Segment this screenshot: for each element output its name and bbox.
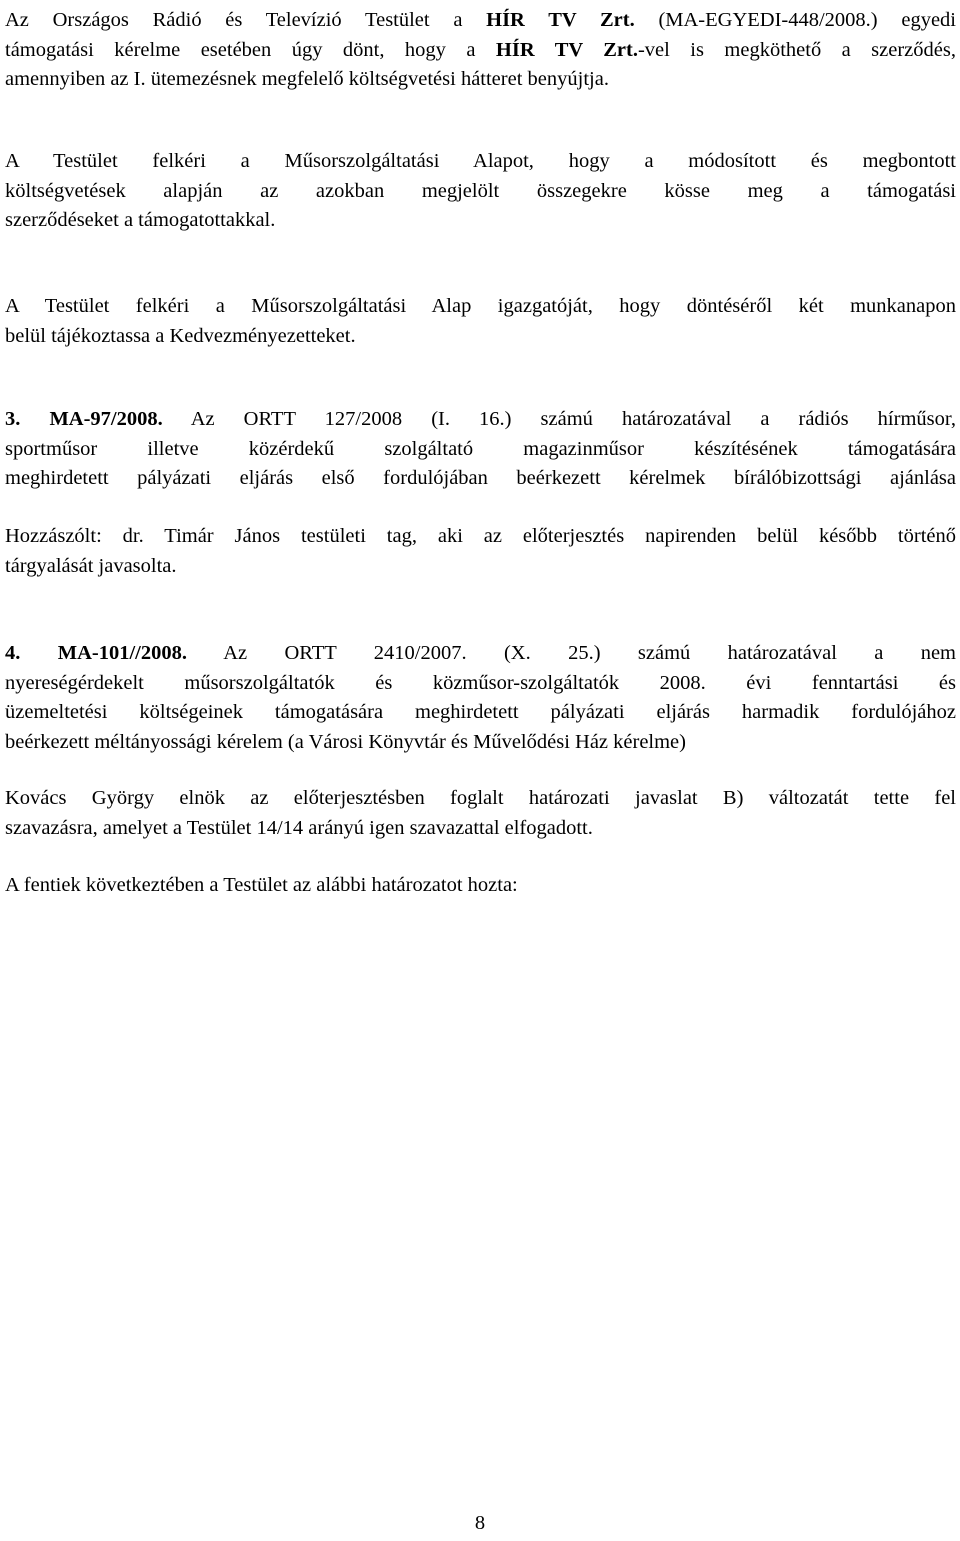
text-line: üzemeltetési költségeinek támogatására meghirdetett pályázati eljárás harmadik fordulójához bbox=[5, 701, 956, 723]
paragraph-hir-tv bbox=[5, 6, 956, 95]
paragraph-hatarozat bbox=[5, 871, 956, 901]
text-line: belül tájékoztassa a Kedvezményezetteket. bbox=[5, 324, 356, 347]
agenda-item-3 bbox=[5, 405, 956, 494]
text-line: sportműsor illetve közérdekű szolgáltató magazinműsor készítésének támogatására bbox=[5, 437, 956, 460]
text-line: A fentiek következtében a Testület az alábbi határozatot hozta: bbox=[5, 874, 518, 896]
text-line: A Testület felkéri a Műsorszolgáltatási Alap igazgatóját, hogy döntéséről két munkanapon bbox=[5, 295, 956, 317]
text-line: amennyiben az I. ütemezésnek megfelelő költségvetési hátteret benyújtja. bbox=[5, 68, 609, 90]
item-number: 3. bbox=[5, 408, 21, 430]
text-line: Hozzászólt: dr. Timár János testületi tag, aki az előterjesztés napirenden belül később történő bbox=[5, 525, 956, 547]
paragraph-hozzaszolt bbox=[5, 522, 956, 581]
text-line: nyereségérdekelt műsorszolgáltatók és közműsor-szolgáltatók 2008. évi fenntartási és bbox=[5, 671, 956, 694]
text-line: szavazásra, amelyet a Testület 14/14 arányú igen szavazattal elfogadott. bbox=[5, 816, 593, 839]
text-line: Az Országos Rádió és Televízió Testület a HÍR TV Zrt. (MA-EGYEDI-448/2008.) egyedi bbox=[5, 9, 956, 31]
agenda-item-4 bbox=[5, 639, 956, 757]
text-line: meghirdetett pályázati eljárás első fordulójában beérkezett kérelmek bírálóbizottsági ajánlása bbox=[5, 467, 956, 489]
item-code: MA-101//2008. bbox=[57, 642, 187, 664]
text-line: költségvetések alapján az azokban megjelölt összegekre kösse meg a támogatási bbox=[5, 179, 956, 202]
text-line: tárgyalását javasolta. bbox=[5, 554, 177, 577]
page-number: 8 bbox=[474, 1512, 486, 1534]
text-line: A Testület felkéri a Műsorszolgáltatási Alapot, hogy a módosított és megbontott bbox=[5, 150, 956, 172]
item-number: 4. bbox=[5, 642, 21, 664]
text-line: 3. MA-97/2008. Az ORTT 127/2008 (I. 16.) számú határozatával a rádiós hírműsor, bbox=[5, 408, 956, 430]
text-line: szerződéseket a támogatottakkal. bbox=[5, 209, 276, 231]
text-line: támogatási kérelme esetében úgy dönt, hogy a HÍR TV Zrt.-vel is megköthető a szerződés, bbox=[5, 38, 956, 61]
paragraph-szavazas bbox=[5, 784, 956, 843]
paragraph-alap-szerzodes bbox=[5, 147, 956, 236]
paragraph-igazgato bbox=[5, 292, 956, 351]
text-line: beérkezett méltányossági kérelem (a Városi Könyvtár és Művelődési Ház kérelme) bbox=[5, 730, 686, 753]
item-code: MA-97/2008. bbox=[49, 408, 163, 430]
text-line: Kovács György elnök az előterjesztésben foglalt határozati javaslat B) változatát tette fel bbox=[5, 787, 956, 809]
text-line: 4. MA-101//2008. Az ORTT 2410/2007. (X. 25.) számú határozatával a nem bbox=[5, 642, 957, 664]
